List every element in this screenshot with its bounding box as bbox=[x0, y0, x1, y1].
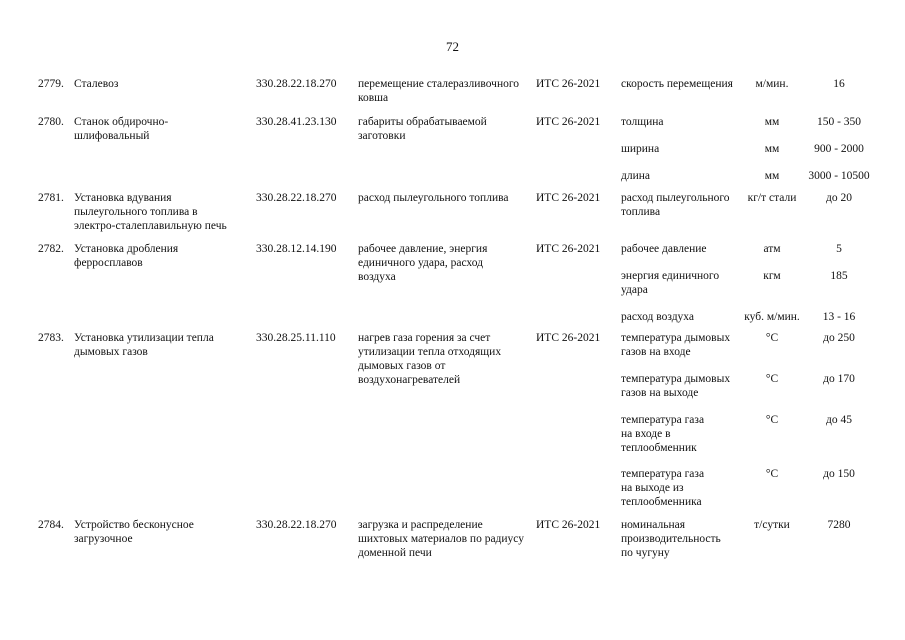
function-description: расход пылеугольного топлива bbox=[358, 192, 509, 204]
parameter-value: 13 - 16 bbox=[822, 311, 856, 323]
parameter-unit: т/сутки bbox=[754, 519, 790, 531]
row-number: 2782. bbox=[38, 243, 64, 255]
function-description: габариты обрабатываемой заготовки bbox=[358, 116, 487, 142]
parameter-value: до 45 bbox=[826, 414, 852, 426]
parameter-name: номинальная производительность по чугуну bbox=[621, 519, 721, 559]
function-description: рабочее давление, энергия единичного удара, расход воздуха bbox=[358, 243, 488, 283]
page-number: 72 bbox=[446, 39, 459, 54]
parameter-value: до 20 bbox=[826, 192, 852, 204]
parameter-name: скорость перемещения bbox=[621, 78, 733, 90]
parameter-unit: °C bbox=[765, 373, 779, 385]
parameter-unit: мм bbox=[764, 143, 780, 155]
parameter-unit: атм bbox=[763, 243, 781, 255]
standard-reference: ИТС 26-2021 bbox=[536, 116, 601, 128]
row-number: 2780. bbox=[38, 116, 64, 128]
parameter-unit: кгм bbox=[763, 270, 781, 282]
parameter-name: рабочее давление bbox=[621, 243, 707, 255]
okpd-code: 330.28.25.11.110 bbox=[256, 332, 336, 344]
function-description: загрузка и распределение шихтовых материалов по радиусу доменной печи bbox=[358, 519, 525, 559]
parameter-value: 185 bbox=[830, 270, 848, 282]
parameter-name: энергия единичного удара bbox=[621, 270, 720, 296]
parameter-unit: мм bbox=[764, 116, 780, 128]
parameter-name: температура дымовых газов на выходе bbox=[621, 373, 731, 399]
standard-reference: ИТС 26-2021 bbox=[536, 243, 601, 255]
okpd-code: 330.28.22.18.270 bbox=[256, 519, 337, 531]
parameter-unit: кг/т стали bbox=[747, 192, 797, 204]
function-description: нагрев газа горения за счет утилизации тепла отходящих дымовых газов от воздухонагревателей bbox=[358, 332, 502, 386]
row-number: 2781. bbox=[38, 192, 64, 204]
equipment-name: Устройство бесконусное загрузочное bbox=[74, 519, 194, 545]
equipment-name: Станок обдирочно-шлифовальный bbox=[74, 116, 169, 142]
parameter-name: толщина bbox=[621, 116, 664, 128]
okpd-code: 330.28.12.14.190 bbox=[256, 243, 337, 255]
parameter-value: 5 bbox=[836, 243, 842, 255]
parameter-name: температура газа на входе в теплообменник bbox=[621, 414, 705, 454]
parameter-value: 900 - 2000 bbox=[814, 143, 864, 155]
okpd-code: 330.28.22.18.270 bbox=[256, 78, 337, 90]
equipment-name: Сталевоз bbox=[74, 78, 119, 90]
standard-reference: ИТС 26-2021 bbox=[536, 192, 601, 204]
parameter-value: до 250 bbox=[823, 332, 855, 344]
parameter-value: 3000 - 10500 bbox=[808, 170, 870, 182]
function-description: перемещение сталеразливочного ковша bbox=[358, 78, 520, 104]
parameter-value: до 170 bbox=[823, 373, 855, 385]
equipment-name: Установка утилизации тепла дымовых газов bbox=[74, 332, 214, 358]
okpd-code: 330.28.41.23.130 bbox=[256, 116, 337, 128]
parameter-value: 7280 bbox=[827, 519, 851, 531]
equipment-name: Установка вдувания пылеугольного топлива в электро-сталеплавильную печь bbox=[74, 192, 227, 232]
parameter-value: до 150 bbox=[823, 468, 855, 480]
parameter-name: расход пылеугольного топлива bbox=[621, 192, 730, 218]
row-number: 2779. bbox=[38, 78, 64, 90]
parameter-unit: м/мин. bbox=[755, 78, 789, 90]
parameter-name: длина bbox=[621, 170, 651, 182]
parameter-value: 16 bbox=[833, 78, 845, 90]
parameter-name: температура дымовых газов на входе bbox=[621, 332, 731, 358]
equipment-name: Установка дробления ферросплавов bbox=[74, 243, 179, 269]
okpd-code: 330.28.22.18.270 bbox=[256, 192, 337, 204]
row-number: 2783. bbox=[38, 332, 64, 344]
parameter-name: температура газа на выходе из теплообменника bbox=[621, 468, 705, 508]
parameter-unit: °C bbox=[765, 468, 779, 480]
parameter-unit: мм bbox=[764, 170, 780, 182]
parameter-unit: куб. м/мин. bbox=[744, 311, 800, 323]
parameter-name: расход воздуха bbox=[621, 311, 695, 323]
row-number: 2784. bbox=[38, 519, 64, 531]
parameter-unit: °C bbox=[765, 414, 779, 426]
parameter-name: ширина bbox=[621, 143, 660, 155]
standard-reference: ИТС 26-2021 bbox=[536, 519, 601, 531]
parameter-value: 150 - 350 bbox=[816, 116, 862, 128]
standard-reference: ИТС 26-2021 bbox=[536, 78, 601, 90]
parameter-unit: °C bbox=[765, 332, 779, 344]
standard-reference: ИТС 26-2021 bbox=[536, 332, 601, 344]
